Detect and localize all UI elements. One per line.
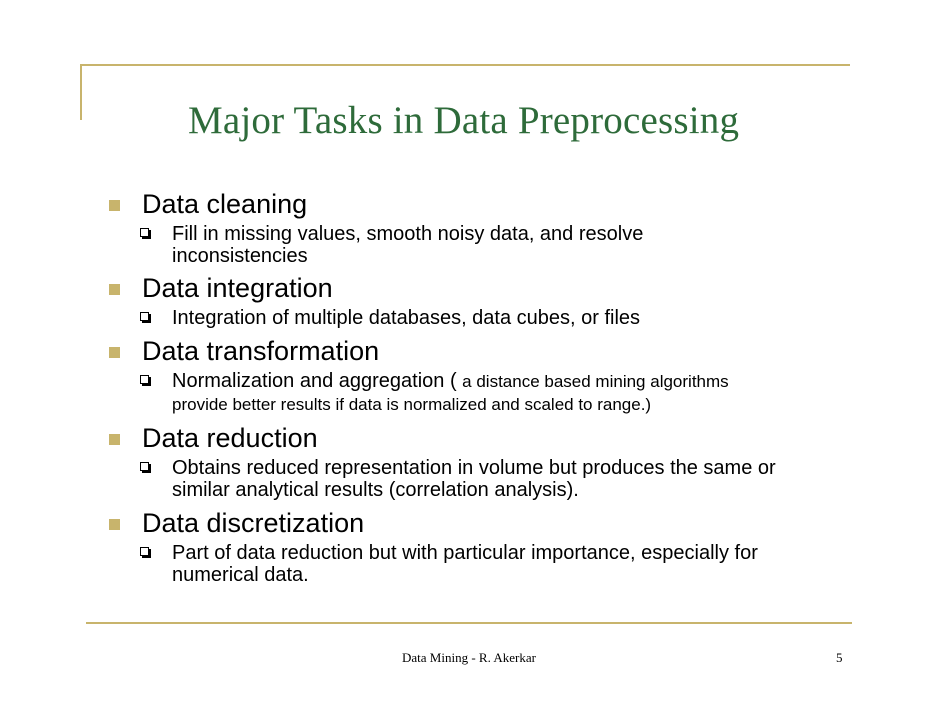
topic-heading — [106, 188, 886, 220]
topic-detail — [106, 370, 886, 416]
topic-label: Data discretization — [142, 508, 365, 538]
detail-line: Fill in missing values, smooth noisy data, and resolve — [172, 223, 644, 245]
square-bullet-icon — [109, 347, 120, 358]
topic-label: Data cleaning — [142, 189, 308, 219]
detail-line: inconsistencies — [172, 245, 308, 267]
box-bullet-icon — [140, 312, 149, 321]
topic-detail — [106, 457, 886, 501]
detail-line: Obtains reduced representation in volume but produces the same or — [172, 457, 776, 479]
topic-label: Data transformation — [142, 336, 380, 366]
box-bullet-icon — [140, 462, 149, 471]
topic-heading — [106, 507, 886, 539]
slide-title: Major Tasks in Data Preprocessing — [188, 99, 740, 142]
detail-line: similar analytical results (correlation analysis). — [172, 479, 579, 501]
box-bullet-icon — [140, 375, 149, 384]
box-bullet-icon — [140, 228, 149, 237]
topic-detail — [106, 223, 886, 267]
detail-line: numerical data. — [172, 564, 309, 586]
topic-heading — [106, 422, 886, 454]
frame-left-rule — [80, 64, 82, 120]
topic-data-discretization — [106, 507, 886, 586]
topic-data-cleaning — [106, 188, 886, 267]
square-bullet-icon — [109, 200, 120, 211]
topic-heading — [106, 272, 886, 304]
frame-bottom-rule — [86, 622, 852, 624]
topic-label: Data integration — [142, 273, 333, 303]
detail-line: Normalization and aggregation ( — [172, 370, 457, 392]
square-bullet-icon — [109, 519, 120, 530]
detail-line-small: a distance based mining algorithms — [462, 372, 729, 391]
slide-content — [106, 188, 886, 586]
topic-data-reduction — [106, 422, 886, 501]
detail-line-small: provide better results if data is normalized and scaled to range.) — [172, 395, 652, 414]
topic-detail — [106, 542, 886, 586]
topic-data-integration — [106, 272, 886, 329]
detail-line: Integration of multiple databases, data cubes, or files — [172, 307, 641, 329]
square-bullet-icon — [109, 284, 120, 295]
box-bullet-icon — [140, 547, 149, 556]
topic-data-transformation — [106, 335, 886, 416]
topic-detail — [106, 307, 886, 329]
square-bullet-icon — [109, 434, 120, 445]
detail-line: Part of data reduction but with particular importance, especially for — [172, 542, 758, 564]
frame-top-rule — [80, 64, 850, 66]
page-number: 5 — [836, 650, 843, 665]
slide-footer: Data Mining - R. Akerkar — [402, 650, 536, 665]
topic-label: Data reduction — [142, 423, 318, 453]
topic-heading — [106, 335, 886, 367]
